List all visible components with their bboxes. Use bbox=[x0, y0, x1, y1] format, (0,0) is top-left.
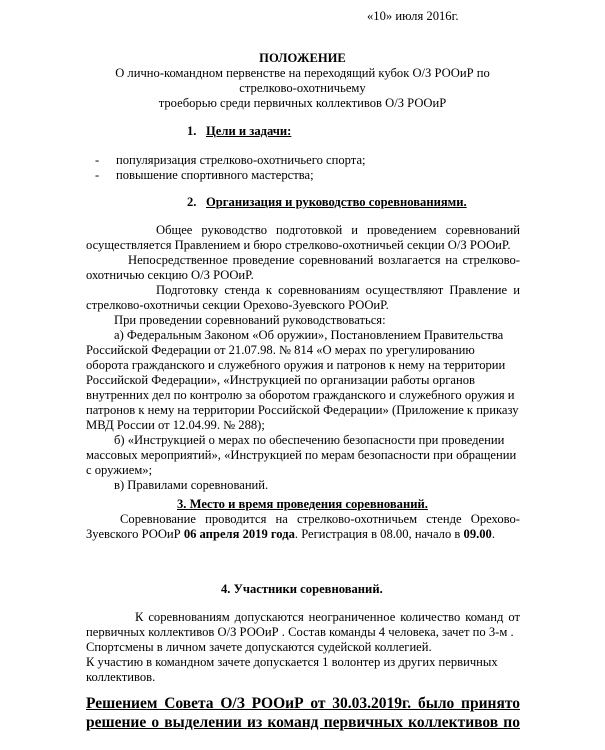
list-item: б) «Инструкцией о мерах по обеспечению безопасности при проведении bbox=[114, 433, 505, 447]
subtitle-line-2: стрелково-охотничьему bbox=[239, 81, 366, 95]
text-run: Зуевского РООиР bbox=[86, 527, 184, 541]
paragraph-line: коллективов. bbox=[86, 670, 156, 684]
text-run: . Регистрация в 08.00, начало в bbox=[294, 527, 464, 541]
section-1-number: 1. bbox=[187, 124, 197, 138]
paragraph-line: охотничью секцию О/З РООиР. bbox=[86, 268, 254, 282]
bullet-dash: - bbox=[95, 168, 100, 182]
section-3-heading: 3. Место и время проведения соревнований. bbox=[177, 497, 428, 511]
paragraph-line: К участию в командном зачете допускается 1 волонтер из других первичных bbox=[86, 655, 498, 669]
list-item: а) Федеральным Законом «Об оружии», Постановлением Правительства bbox=[114, 328, 504, 342]
paragraph-line bbox=[86, 527, 495, 542]
list-item: популяризация стрелково-охотничьего спорта; bbox=[116, 153, 366, 167]
list-item: повышение спортивного мастерства; bbox=[116, 168, 314, 182]
paragraph-line: Общее руководство подготовкой и проведением соревнований bbox=[156, 223, 520, 237]
paragraph-line: Российской Федерации», «Инструкцией по организации работы органов bbox=[86, 373, 475, 387]
paragraph-line: К соревнованиям допускаются неограниченное количество команд от bbox=[135, 610, 520, 624]
paragraph-line: стрелково-охотничьи секции Орехово-Зуевского РООиР. bbox=[86, 298, 389, 312]
start-time: 09.00 bbox=[463, 527, 492, 541]
paragraph-line: Спортсмены в личном зачете допускаются судейской коллегией. bbox=[86, 640, 432, 654]
subtitle-line-1: О лично-командном первенстве на переходящий кубок О/З РООиР по bbox=[115, 66, 490, 80]
paragraph-line: патронов к нему на территории Российской Федерации» (Приложение к приказу bbox=[86, 403, 519, 417]
paragraph-line: массовых мероприятий», «Инструкцией по мерам безопасности при обращении bbox=[86, 448, 517, 462]
paragraph-line: Соревнование проводится на стрелково-охотничьем стенде Орехово- bbox=[120, 512, 520, 526]
section-2-number: 2. bbox=[187, 195, 197, 209]
paragraph-line: Российской Федерации от 21.07.98. № 814 «О мерах по урегулированию bbox=[86, 343, 475, 357]
text-run: . bbox=[491, 527, 496, 541]
paragraph-line: оборота гражданского и служебного оружия и патронов к нему на территории bbox=[86, 358, 506, 372]
paragraph-line: внутренних дел по контролю за оборотом гражданского и служебного оружия и bbox=[86, 388, 515, 402]
paragraph-line: Подготовку стенда к соревнованиям осуществляют Правление и bbox=[156, 283, 520, 297]
list-item: в) Правилами соревнований. bbox=[114, 478, 269, 492]
bullet-dash: - bbox=[95, 153, 100, 167]
section-4-heading: 4. Участники соревнований. bbox=[221, 582, 383, 596]
paragraph-line: первичных коллективов О/З РООиР . Состав команды 4 человека, зачет по 3-м . bbox=[86, 625, 514, 639]
paragraph-line: МВД России от 12.04.99. № 288); bbox=[86, 418, 265, 432]
paragraph-line: При проведении соревнований руководствоваться: bbox=[114, 313, 386, 327]
paragraph-line: с оружием»; bbox=[86, 463, 153, 477]
document-date: «10» июля 2016г. bbox=[367, 9, 459, 23]
section-1-heading: Цели и задачи: bbox=[206, 124, 292, 138]
paragraph-line: Непосредственное проведение соревнований возлагается на стрелково- bbox=[128, 253, 520, 267]
decision-line-1: Решением Совета О/З РООиР от 30.03.2019г. было принято bbox=[86, 695, 520, 712]
event-date: 06 апреля 2019 года bbox=[183, 527, 295, 541]
document-title: ПОЛОЖЕНИЕ bbox=[259, 51, 346, 65]
subtitle-line-3: троеборью среди первичных коллективов О/З РООиР bbox=[158, 96, 447, 110]
section-2-heading: Организация и руководство соревнованиями. bbox=[206, 195, 467, 209]
paragraph-line: осуществляется Правлением и бюро стрелково-охотничьей секции О/З РООиР. bbox=[86, 238, 511, 252]
decision-line-2: решение о выделении из команд первичных коллективов по bbox=[86, 714, 520, 731]
